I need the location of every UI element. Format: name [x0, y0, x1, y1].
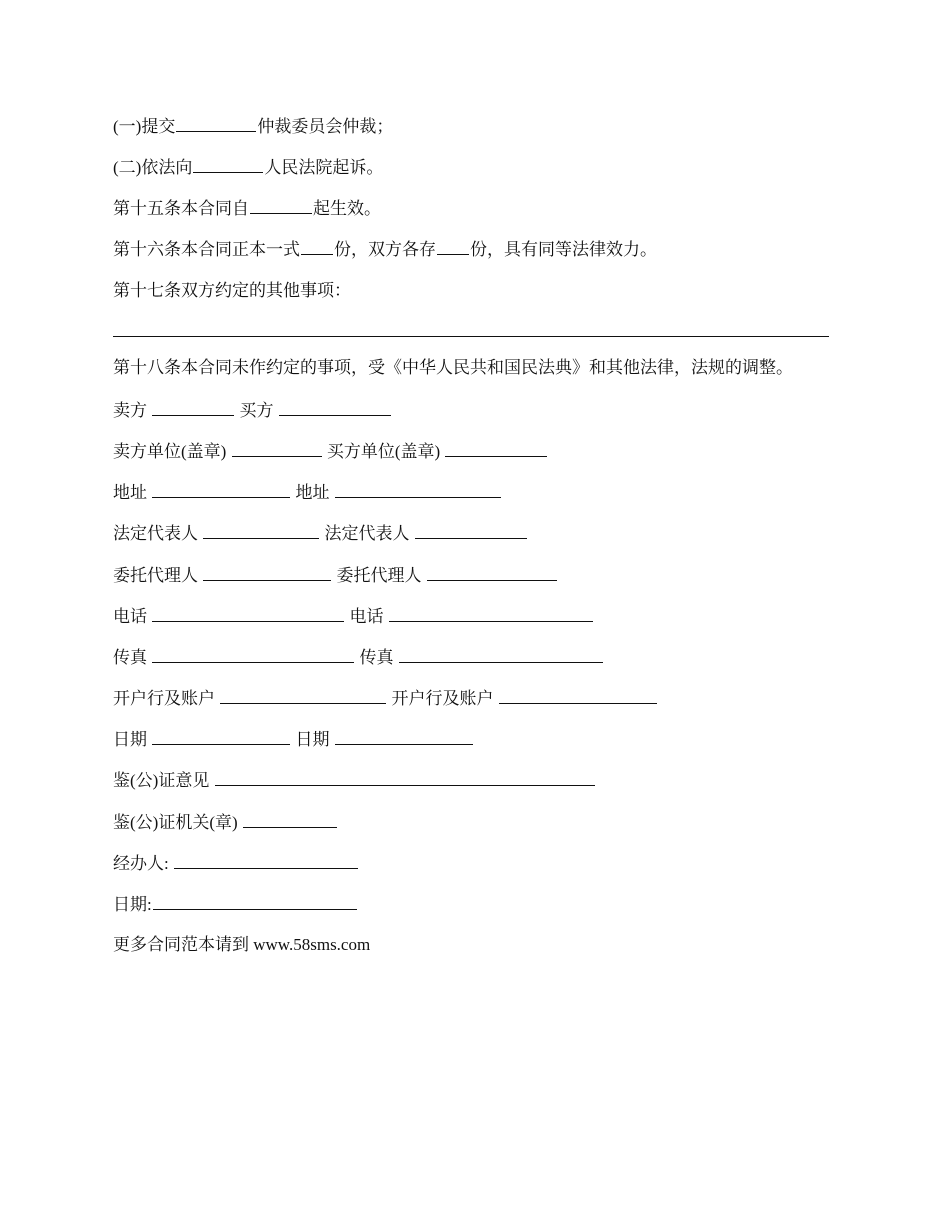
- other-matters-blank-line[interactable]: [113, 336, 829, 337]
- row-handler: [113, 851, 359, 875]
- buyer-address-field[interactable]: [335, 480, 501, 498]
- clause-text: 仲裁委员会仲裁；: [257, 117, 394, 136]
- seller-address-label: 地址: [113, 483, 147, 502]
- row-seller-buyer: [113, 398, 392, 422]
- seller-legal-rep-label: 法定代表人: [113, 524, 198, 543]
- blank-field[interactable]: [301, 237, 333, 255]
- clause-article-15: [113, 196, 381, 220]
- clause-article-17: [113, 280, 351, 302]
- clause-text: 第十六条本合同正本一式: [113, 240, 300, 259]
- notary-opinion-label: 鉴(公)证意见: [113, 771, 210, 790]
- row-notary-date: [113, 892, 358, 916]
- clause-lawsuit: [113, 155, 383, 179]
- blank-field[interactable]: [193, 155, 263, 173]
- seller-unit-field[interactable]: [232, 439, 322, 457]
- clause-text: 第十五条本合同自: [113, 199, 249, 218]
- notary-date-field[interactable]: [153, 892, 357, 910]
- row-fax: [113, 645, 604, 669]
- buyer-bank-field[interactable]: [499, 686, 657, 704]
- row-unit-seal: [113, 439, 548, 463]
- seller-phone-field[interactable]: [152, 604, 344, 622]
- seller-fax-field[interactable]: [152, 645, 354, 663]
- footer-note: [113, 934, 370, 956]
- clause-text: (二)依法向: [113, 158, 193, 177]
- buyer-fax-field[interactable]: [399, 645, 603, 663]
- row-notary-opinion: [113, 768, 596, 792]
- seller-address-field[interactable]: [152, 480, 290, 498]
- clause-arbitration: [113, 114, 393, 138]
- buyer-fax-label: 传真: [359, 648, 394, 667]
- buyer-agent-label: 委托代理人: [336, 566, 422, 585]
- buyer-label: 买方: [239, 401, 274, 420]
- clause-text: 人民法院起诉。: [264, 158, 384, 177]
- seller-label: 卖方: [113, 401, 147, 420]
- blank-field[interactable]: [176, 114, 256, 132]
- buyer-address-label: 地址: [295, 483, 330, 502]
- notary-office-label: 鉴(公)证机关(章): [113, 813, 238, 832]
- buyer-phone-label: 电话: [349, 607, 384, 626]
- clause-text: 第十七条双方约定的其他事项：: [113, 281, 351, 300]
- clause-text: 第十八条本合同未作约定的事项，受《中华人民共和国民法典》和其他法律，法规的调整。: [113, 358, 793, 377]
- buyer-field[interactable]: [279, 398, 391, 416]
- buyer-legal-rep-field[interactable]: [415, 521, 527, 539]
- seller-unit-label: 卖方单位(盖章): [113, 442, 227, 461]
- buyer-bank-label: 开户行及账户: [391, 689, 494, 708]
- clause-text: 起生效。: [313, 199, 381, 218]
- row-legal-rep: [113, 521, 528, 545]
- row-bank-account: [113, 686, 658, 710]
- clause-article-18: [113, 357, 793, 379]
- buyer-agent-field[interactable]: [427, 563, 557, 581]
- blank-field[interactable]: [250, 196, 312, 214]
- seller-field[interactable]: [152, 398, 234, 416]
- notary-office-field[interactable]: [243, 810, 337, 828]
- seller-date-field[interactable]: [152, 727, 290, 745]
- row-notary-office: [113, 810, 338, 834]
- row-date: [113, 727, 474, 751]
- buyer-date-field[interactable]: [335, 727, 473, 745]
- blank-field[interactable]: [437, 237, 469, 255]
- clause-text: 份，双方各存: [334, 240, 436, 259]
- buyer-phone-field[interactable]: [389, 604, 593, 622]
- handler-label: 经办人:: [113, 854, 169, 873]
- buyer-unit-label: 买方单位(盖章): [326, 442, 441, 461]
- notary-opinion-field[interactable]: [215, 768, 595, 786]
- row-agent: [113, 563, 558, 587]
- seller-bank-field[interactable]: [220, 686, 386, 704]
- seller-phone-label: 电话: [113, 607, 147, 626]
- clause-text: (一)提交: [113, 117, 176, 136]
- buyer-date-label: 日期: [295, 730, 330, 749]
- seller-agent-label: 委托代理人: [113, 566, 198, 585]
- seller-legal-rep-field[interactable]: [203, 521, 319, 539]
- footer-text: 更多合同范本请到 www.58sms.com: [113, 935, 371, 954]
- seller-bank-label: 开户行及账户: [113, 689, 215, 708]
- notary-date-label: 日期:: [113, 895, 152, 914]
- buyer-unit-field[interactable]: [445, 439, 547, 457]
- handler-field[interactable]: [174, 851, 358, 869]
- seller-fax-label: 传真: [113, 648, 147, 667]
- clause-article-16: [113, 237, 657, 261]
- buyer-legal-rep-label: 法定代表人: [324, 524, 410, 543]
- clause-text: 份，具有同等法律效力。: [470, 240, 657, 259]
- seller-agent-field[interactable]: [203, 563, 331, 581]
- row-address: [113, 480, 502, 504]
- seller-date-label: 日期: [113, 730, 147, 749]
- row-phone: [113, 604, 594, 628]
